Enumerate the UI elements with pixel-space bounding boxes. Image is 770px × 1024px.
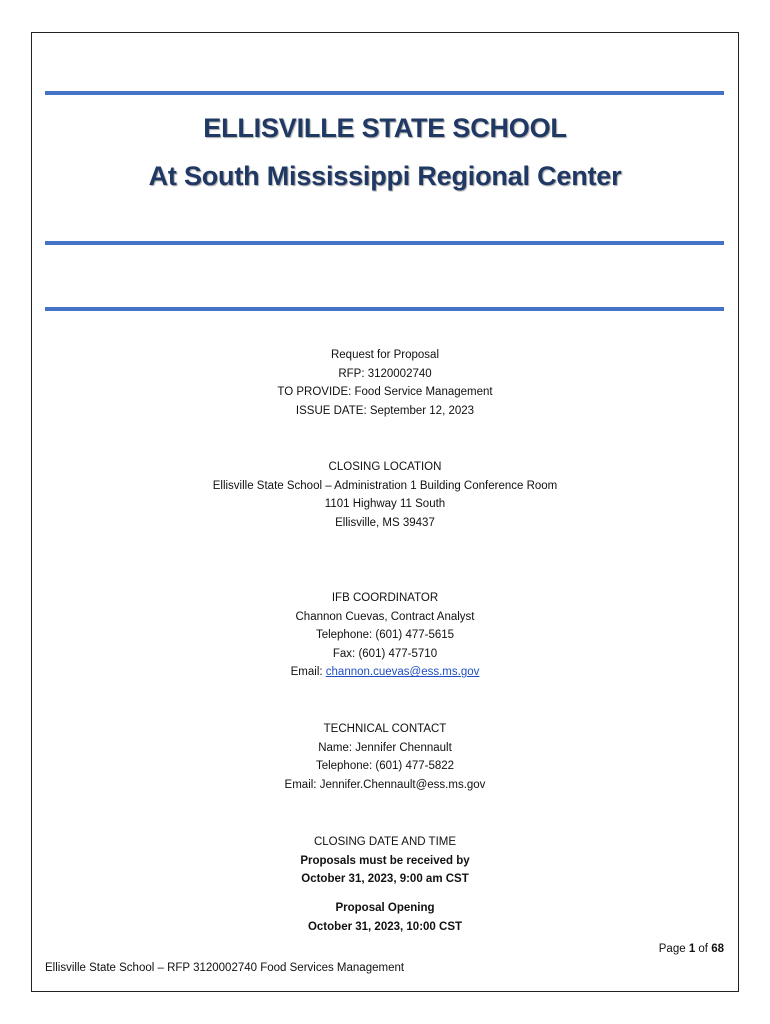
- document-title: ELLISVILLE STATE SCHOOL: [203, 113, 567, 143]
- technical-contact-block: [32, 720, 738, 794]
- page-number-prefix: Page: [658, 943, 689, 955]
- top-divider-rule: [45, 91, 724, 95]
- proposal-opening-datetime: October 31, 2023, 10:00 CST: [307, 920, 463, 933]
- closing-location-city: Ellisville, MS 39437: [335, 516, 435, 529]
- proposal-opening-heading: Proposal Opening: [335, 902, 435, 914]
- coordinator-name: Channon Cuevas, Contract Analyst: [295, 610, 475, 623]
- closing-date-heading: CLOSING DATE AND TIME: [313, 836, 457, 848]
- page-number-of: of: [695, 943, 712, 955]
- coordinator-email-line: [32, 663, 738, 682]
- rfp-issue-date: ISSUE DATE: September 12, 2023: [295, 404, 475, 417]
- rfp-info-block: [32, 346, 738, 420]
- closing-location-block: [32, 458, 738, 532]
- rfp-doc-type: Request for Proposal: [330, 349, 440, 361]
- coordinator-fax: Fax: (601) 477-5710: [332, 647, 438, 660]
- coordinator-telephone: Telephone: (601) 477-5615: [315, 629, 455, 642]
- page-footer: Ellisville State School – RFP 3120002740 Food Services Management: [45, 962, 405, 974]
- page-number-current: 1: [688, 943, 696, 955]
- technical-contact-telephone: Telephone: (601) 477-5822: [315, 760, 455, 773]
- coordinator-email-link[interactable]: channon.cuevas@ess.ms.gov: [325, 666, 480, 679]
- page-number-total: 68: [711, 943, 724, 955]
- middle-divider-rule: [45, 241, 724, 245]
- closing-location-place: Ellisville State School – Administration 1 Building Conference Room: [212, 479, 558, 492]
- coordinator-heading: IFB COORDINATOR: [331, 592, 439, 604]
- coordinator-email-label: Email:: [290, 666, 326, 679]
- coordinator-block: [32, 589, 738, 682]
- closing-date-line2: October 31, 2023, 9:00 am CST: [301, 873, 469, 886]
- lower-divider-rule: [45, 307, 724, 311]
- rfp-number: RFP: 3120002740: [338, 367, 432, 380]
- technical-contact-name: Name: Jennifer Chennault: [318, 741, 452, 754]
- technical-contact-heading: TECHNICAL CONTACT: [323, 723, 447, 735]
- closing-date-line1: Proposals must be received by: [300, 854, 470, 867]
- rfp-to-provide: TO PROVIDE: Food Service Management: [277, 386, 493, 399]
- technical-contact-email: Email: Jennifer.Chennault@ess.ms.gov: [284, 778, 486, 791]
- closing-location-street: 1101 Highway 11 South: [324, 498, 446, 511]
- proposal-opening-block: [32, 899, 738, 936]
- document-subtitle: At South Mississippi Regional Center: [148, 161, 622, 191]
- closing-date-block: [32, 833, 738, 889]
- closing-location-heading: CLOSING LOCATION: [328, 461, 442, 473]
- document-page: [31, 32, 739, 992]
- page-number: [659, 943, 724, 955]
